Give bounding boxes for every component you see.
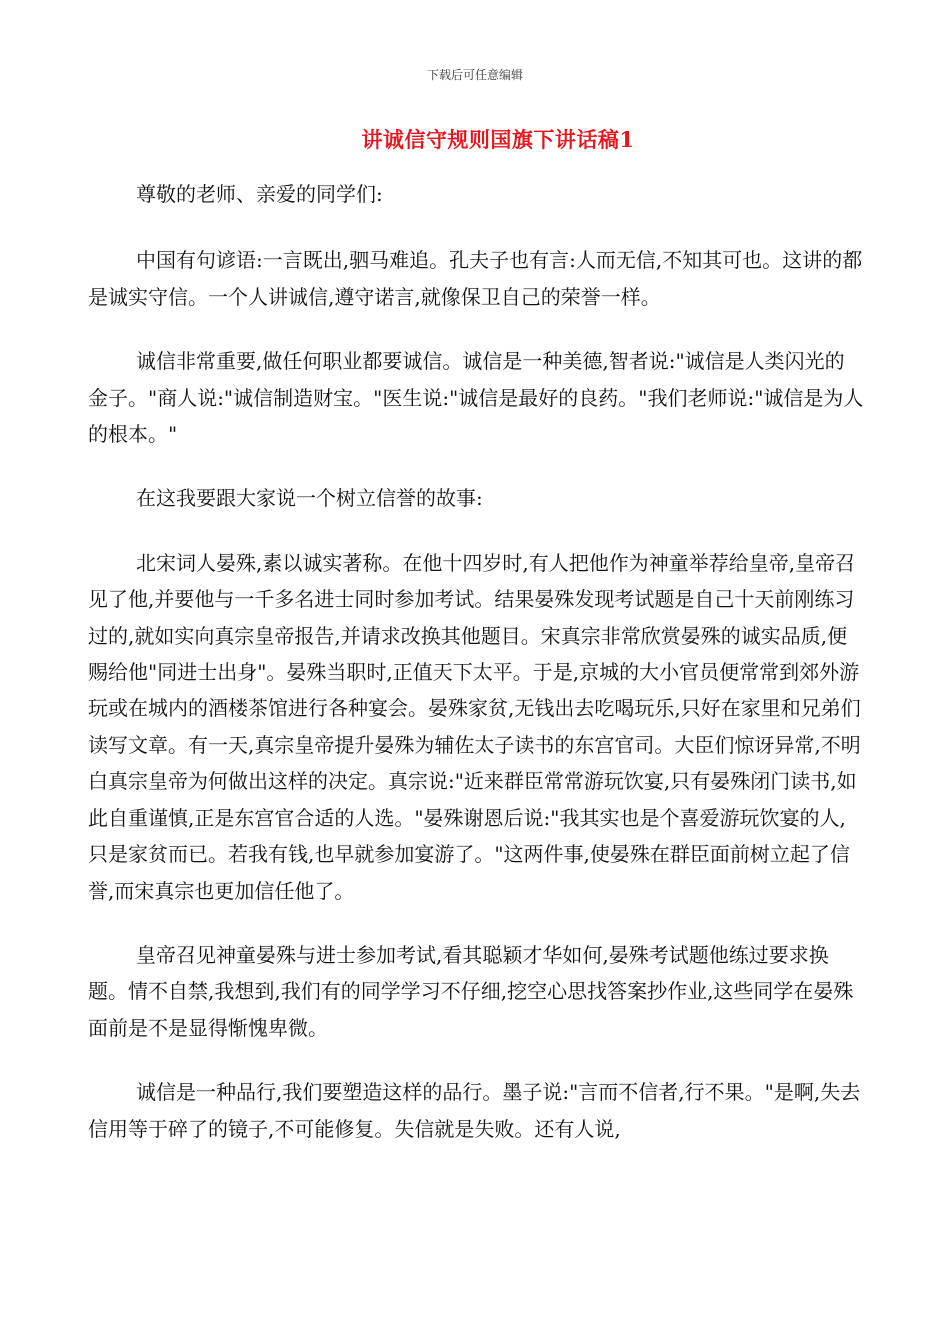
paragraph: 在这我要跟大家说一个树立信誉的故事: [136, 486, 483, 511]
header-note: 下载后可任意编辑 [426, 68, 523, 82]
paragraph: 诚信非常重要,做任何职业都要诚信。诚信是一种美德,智者说:"诚信是人类闪光的金子。"商人说:"诚信制造财宝。"医生说:"诚信是最好的良药。"我们老师说:"诚信是为人的根本。" [88, 349, 864, 447]
document-title: 讲诚信守规则国旗下讲话稿1 [361, 127, 635, 152]
paragraph-salutation: 尊敬的老师、亲爱的同学们: [136, 182, 383, 206]
paragraph: 诚信是一种品行,我们要塑造这样的品行。墨子说:"言而不信者,行不果。"是啊,失去信用等于碎了的镜子,不可能修复。失信就是失败。还有人说, [88, 1080, 861, 1141]
paragraph: 皇帝召见神童晏殊与进士参加考试,看其聪颖才华如何,晏殊考试题他练过要求换题。情不自禁,我想到,我们有的同学学习不仔细,挖空心思找答案抄作业,这些同学在晏殊面前是不是显得惭愧卑微。 [88, 942, 854, 1040]
paragraph: 北宋词人晏殊,素以诚实著称。在他十四岁时,有人把他作为神童举荐给皇帝,皇帝召见了他,并要他与一千多名进士同时参加考试。结果晏殊发现考试题是自己十天前刚练习过的,就如实向真宗皇帝报告,并请求改换其他题目。宋真宗非常欣赏晏殊的诚实品质,便赐给他"同进士出身"。晏殊当职时,正值天下太平。于是,京城的大小官员便常常到郊外游玩或在城内的酒楼茶馆进行各种宴会。晏殊家贫,无钱出去吃喝玩乐,只好在家里和兄弟们读写文章。有一天,真宗皇帝提升晏殊为辅佐太子读书的东宫官司。大臣们惊讶异常,不明白真宗皇帝为何做出这样的决定。真宗说:"近来群臣常常游玩饮宴,只有晏殊闭门读书,如此自重谨慎,正是东宫官合适的人选。"晏殊谢恩后说:"我其实也是个喜爱游玩饮宴的人,只是家贫而已。若我有钱,也早就参加宴游了。"这两件事,使晏殊在群臣面前树立起了信誉,而宋真宗也更加信任他了。 [88, 550, 861, 903]
paragraph: 中国有句谚语:一言既出,驷马难追。孔夫子也有言:人而无信,不知其可也。这讲的都是诚实守信。一个人讲诚信,遵守诺言,就像保卫自己的荣誉一样。 [88, 248, 863, 309]
document-body [88, 176, 864, 1175]
